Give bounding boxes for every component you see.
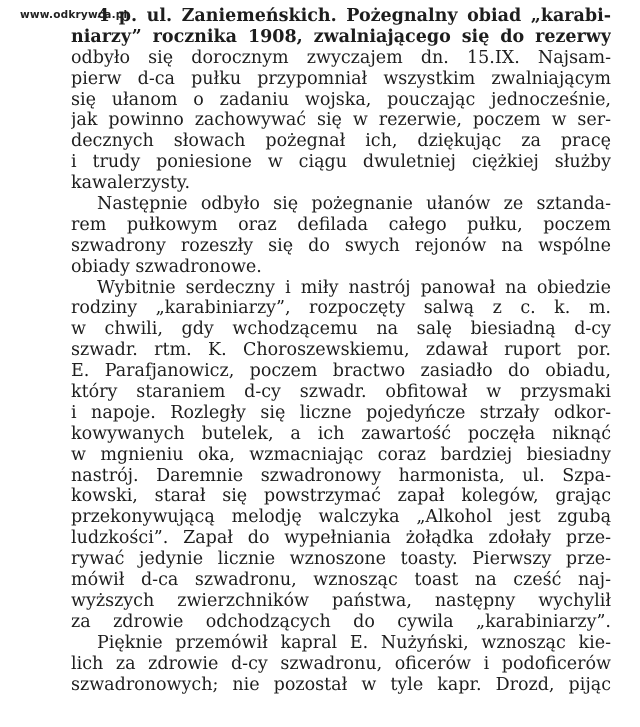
watermark-text: www.odkrywca.pl bbox=[20, 9, 128, 21]
article-line: który staraniem d-cy szwadr. obfitował w przysmaki bbox=[71, 382, 611, 403]
article-line: Wybitnie serdeczny i miły nastrój panował na obiedzie bbox=[97, 277, 611, 298]
article-line: kowski, starał się powstrzymać zapał kolegów, grając bbox=[71, 486, 611, 507]
article-line: wyższych zwierzchników państwa, następny wychylił bbox=[71, 590, 611, 611]
article-line: rem pułkowym oraz defilada całego pułku, poczem bbox=[71, 214, 611, 235]
article-line: rywać jedynie licznie wznoszone toasty. Pierwszy prze- bbox=[71, 549, 611, 570]
article-line: kowywanych butelek, a ich zawartość poczęła niknąć bbox=[71, 423, 611, 444]
article-line: się ułanom o zadaniu wojska, pouczając jednocześnie, bbox=[71, 89, 611, 110]
article-line: szwadronowych; nie pozostał w tyle kapr. Drozd, pijąc bbox=[71, 674, 611, 695]
article-line: jak powinno zachowywać się w rezerwie, poczem w ser- bbox=[71, 110, 611, 131]
article-line: niarzy” rocznika 1908, zwalniającego się do rezerwy bbox=[71, 26, 611, 47]
article-line: i napoje. Rozległy się liczne pojedyńcze strzały odkor- bbox=[71, 402, 611, 423]
article-line: rodziny „karabiniarzy”, rozpoczęty salwą z c. k. m. bbox=[71, 298, 611, 319]
article-line: kawalerzysty. bbox=[71, 173, 191, 194]
article-line: przekonywującą melodję walczyka „Alkohol jest zgubą bbox=[71, 507, 611, 528]
article-line: lich za zdrowie d-cy szwadronu, oficerów i podoficerów bbox=[71, 653, 611, 674]
article-body bbox=[71, 0, 611, 695]
article-line: Następnie odbyło się pożegnanie ułanów ze sztanda- bbox=[97, 194, 611, 215]
article-line: odbyło się dorocznym zwyczajem dn. 15.IX. Najsam- bbox=[71, 47, 611, 68]
article-line: Pięknie przemówił kapral E. Nużyński, wznosząc kie- bbox=[97, 632, 611, 653]
article-line: decznych słowach pożegnał ich, dziękując za pracę bbox=[71, 131, 611, 152]
article-line: nastrój. Daremnie szwadronowy harmonista, ul. Szpa- bbox=[71, 465, 611, 486]
article-line: w chwili, gdy wchodzącemu na salę biesiadną d-cy bbox=[71, 319, 611, 340]
article-line: za zdrowie odchodzących do cywila „karabiniarzy”. bbox=[71, 611, 611, 632]
article-line: w mgnieniu oka, wzmacniając coraz bardziej biesiadny bbox=[71, 444, 611, 465]
article-line: i trudy poniesione w ciągu dwuletniej ciężkiej służby bbox=[71, 152, 611, 173]
article-line: E. Parafjanowicz, poczem bractwo zasiadło do obiadu, bbox=[71, 361, 611, 382]
article-line: szwadrony rozeszły się do swych rejonów na wspólne bbox=[71, 235, 611, 256]
article-line: mówił d-ca szwadronu, wznosząc toast na cześć naj- bbox=[71, 570, 611, 591]
article-line: obiady szwadronowe. bbox=[71, 256, 262, 277]
article-line: ludzkości”. Zapał do wypełniania żołądka zdołały prze- bbox=[71, 528, 611, 549]
article-line: pierw d-ca pułku przypomniał wszystkim zwalniającym bbox=[71, 68, 611, 89]
article-line: szwadr. rtm. K. Choroszewskiemu, zdawał ruport por. bbox=[71, 340, 611, 361]
article-line: 4 p. ul. Zaniemeńskich. Pożegnalny obiad „karabi- bbox=[97, 6, 611, 26]
